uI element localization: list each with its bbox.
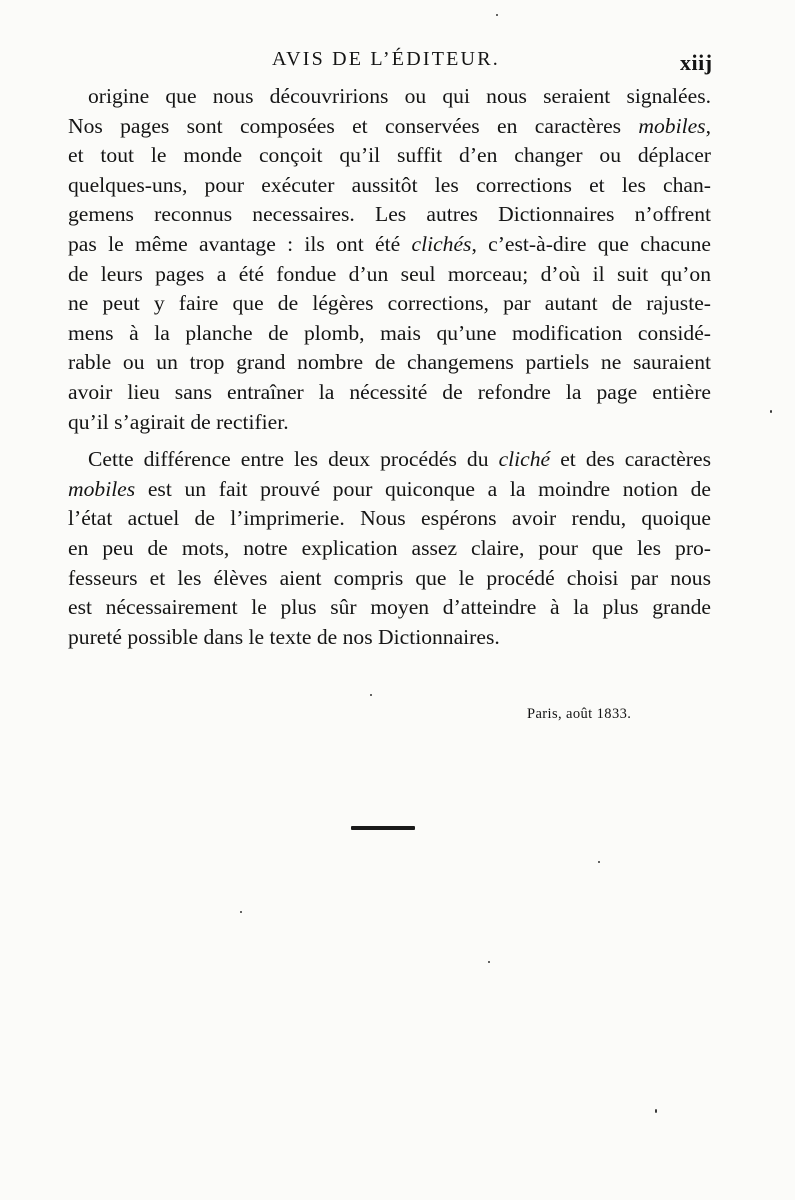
text-run: Nos pages sont composées et conservées en caractères: [68, 113, 639, 138]
print-speck: [370, 694, 372, 696]
text-run: et des caractères: [550, 447, 711, 472]
text-run: gemens reconnus necessaires. Les autres Dictionnaires n’offrent: [68, 202, 711, 227]
print-speck: [598, 861, 600, 863]
text-run: rable ou un trop grand nombre de changemens partiels ne sauraient: [68, 350, 711, 375]
text-run: avoir lieu sans entraîner la nécessité de refondre la page entière: [68, 379, 711, 404]
paragraph: [68, 82, 711, 437]
text-line: [68, 445, 711, 475]
text-run: pas le même avantage : ils ont été: [68, 231, 412, 256]
print-speck: [496, 14, 498, 16]
text-run: mens à la planche de plomb, mais qu’une modification considé-: [68, 320, 711, 345]
text-line: [68, 378, 711, 408]
italic-term: cliché: [498, 447, 551, 472]
text-run: Cette différence entre les deux procédés du: [88, 447, 499, 472]
text-run: ne peut y faire que de légères corrections, par autant de rajuste-: [68, 291, 711, 316]
print-speck: [240, 911, 242, 913]
running-head: [0, 48, 795, 78]
text-line: [68, 564, 711, 594]
text-run: est nécessairement le plus sûr moyen d’atteindre à la plus grande: [68, 595, 711, 620]
text-line: [68, 230, 711, 260]
text-line: [68, 200, 711, 230]
print-speck: [770, 410, 772, 413]
text-line: [68, 348, 711, 378]
text-line: [68, 260, 711, 290]
text-run: ,: [705, 113, 711, 138]
italic-term: mobiles: [68, 476, 136, 501]
page-number: xiij: [680, 50, 713, 75]
text-line: [68, 112, 711, 142]
text-line: [68, 82, 711, 112]
text-line: [68, 593, 711, 623]
print-speck: [655, 1109, 657, 1113]
text-run: fesseurs et les élèves aient compris que le procédé choisi par nous: [68, 565, 711, 590]
place-date-signature: Paris, août 1833.: [527, 706, 632, 722]
text-line: [68, 289, 711, 319]
text-line: [68, 171, 711, 201]
text-run: et tout le monde conçoit qu’il suffit d’en changer ou déplacer: [68, 143, 711, 168]
text-line: [68, 319, 711, 349]
text-run: origine que nous découvririons ou qui nous seraient signalées.: [88, 84, 711, 108]
text-run: pureté possible dans le texte de nos Dictionnaires.: [68, 624, 500, 649]
italic-term: clichés: [411, 231, 472, 256]
text-line: [68, 504, 711, 534]
text-run: quelques-uns, pour exécuter aussitôt les corrections et les chan-: [68, 172, 711, 197]
text-line: [68, 141, 711, 171]
text-run: de leurs pages a été fondue d’un seul morceau; d’où il suit qu’on: [68, 261, 711, 286]
text-run: , c’est-à-dire que chacune: [471, 231, 711, 256]
body-text: [68, 82, 711, 652]
text-line: [68, 408, 711, 438]
text-run: est un fait prouvé pour quiconque a la moindre notion de: [135, 476, 711, 501]
italic-term: mobiles: [638, 113, 706, 138]
closing-rule: [351, 826, 415, 830]
text-run: en peu de mots, notre explication assez claire, pour que les pro-: [68, 535, 711, 560]
text-line: [68, 534, 711, 564]
text-line: [68, 475, 711, 505]
print-speck: [488, 961, 490, 963]
paragraph: [68, 445, 711, 652]
text-run: qu’il s’agirait de rectifier.: [68, 409, 289, 434]
text-run: l’état actuel de l’imprimerie. Nous espérons avoir rendu, quoique: [68, 506, 711, 531]
running-title: AVIS DE L’ÉDITEUR.: [272, 48, 500, 70]
text-line: [68, 623, 711, 653]
